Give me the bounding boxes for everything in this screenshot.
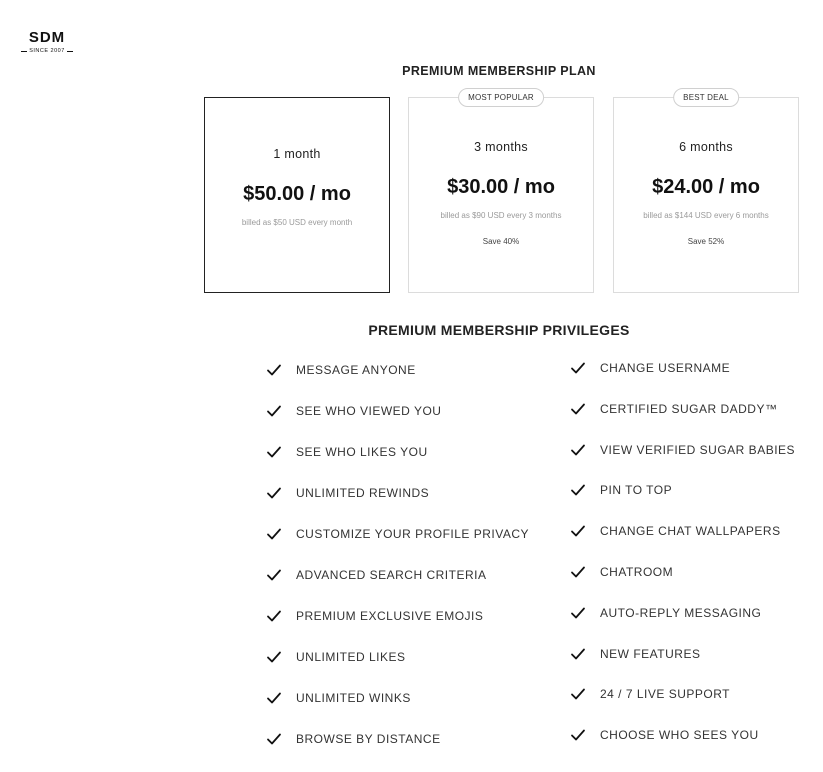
privilege-item xyxy=(266,443,428,461)
checkmark-icon xyxy=(570,360,600,376)
privilege-item xyxy=(570,685,730,703)
logo-tagline-row xyxy=(18,48,76,54)
plan-billed: billed as $144 USD every 6 months xyxy=(643,211,769,220)
privilege-label: UNLIMITED WINKS xyxy=(296,691,411,705)
privilege-label: SEE WHO VIEWED YOU xyxy=(296,404,442,418)
privilege-label: PIN TO TOP xyxy=(600,483,673,498)
checkmark-icon xyxy=(570,482,600,498)
privilege-item xyxy=(570,359,730,377)
plan-card-1-month[interactable] xyxy=(204,97,390,293)
privilege-item xyxy=(570,726,759,744)
plan-duration: 6 months xyxy=(679,140,733,154)
privilege-item xyxy=(266,484,429,502)
checkmark-icon xyxy=(570,401,600,417)
privilege-item xyxy=(266,566,486,584)
privilege-label: PREMIUM EXCLUSIVE EMOJIS xyxy=(296,609,484,623)
privilege-item xyxy=(570,522,781,540)
checkmark-icon xyxy=(266,649,296,665)
plan-save: Save 52% xyxy=(687,237,725,246)
privilege-label: CHATROOM xyxy=(600,565,674,579)
best-deal-badge: BEST DEAL xyxy=(673,88,739,107)
privilege-label: 24 / 7 LIVE SUPPORT xyxy=(600,687,730,702)
privilege-label: AUTO-REPLY MESSAGING xyxy=(600,605,762,620)
plan-billed: billed as $90 USD every 3 months xyxy=(440,211,562,220)
privilege-label: CHOOSE WHO SEES YOU xyxy=(600,728,759,743)
checkmark-icon xyxy=(266,444,296,460)
checkmark-icon xyxy=(570,442,600,458)
privilege-item xyxy=(266,361,416,379)
checkmark-icon xyxy=(570,727,600,743)
logo-divider xyxy=(67,51,73,52)
privilege-label: CHANGE CHAT WALLPAPERS xyxy=(600,524,781,539)
privilege-item xyxy=(266,648,406,666)
privilege-label: SEE WHO LIKES YOU xyxy=(296,445,428,459)
privilege-label: UNLIMITED LIKES xyxy=(296,650,406,664)
plan-save: Save 40% xyxy=(482,237,520,246)
plan-card-3-months[interactable] xyxy=(408,93,594,293)
plan-card-6-months[interactable] xyxy=(613,93,799,293)
checkmark-icon xyxy=(266,608,296,624)
privilege-item xyxy=(266,607,483,625)
checkmark-icon xyxy=(570,564,600,580)
logo-text: SDM xyxy=(28,29,66,46)
privilege-label: ADVANCED SEARCH CRITERIA xyxy=(296,568,487,582)
privilege-item xyxy=(570,604,761,622)
plan-billed: billed as $50 USD every month xyxy=(241,218,353,227)
privilege-label: BROWSE BY DISTANCE xyxy=(296,732,441,746)
plan-duration: 3 months xyxy=(474,140,528,154)
checkmark-icon xyxy=(266,485,296,501)
checkmark-icon xyxy=(266,690,296,706)
privilege-label: NEW FEATURES xyxy=(600,646,701,661)
privilege-item xyxy=(570,481,672,499)
plan-duration: 1 month xyxy=(273,147,321,161)
privileges-heading: PREMIUM MEMBERSHIP PRIVILEGES xyxy=(368,322,630,338)
privilege-label: CHANGE USERNAME xyxy=(600,361,731,375)
checkmark-icon xyxy=(570,686,600,702)
privilege-label: UNLIMITED REWINDS xyxy=(296,486,430,500)
checkmark-icon xyxy=(570,605,600,621)
checkmark-icon xyxy=(266,731,296,747)
privilege-item xyxy=(266,525,529,543)
privilege-item xyxy=(570,400,777,418)
privilege-label: VIEW VERIFIED SUGAR BABIES xyxy=(600,442,796,457)
privilege-label: CUSTOMIZE YOUR PROFILE PRIVACY xyxy=(296,527,530,541)
logo-divider xyxy=(21,51,27,52)
privilege-item xyxy=(266,689,411,707)
privilege-label: MESSAGE ANYONE xyxy=(296,363,416,377)
logo-tagline: SINCE 2007 xyxy=(29,48,65,54)
plan-heading: PREMIUM MEMBERSHIP PLAN xyxy=(402,64,596,78)
privilege-item xyxy=(570,563,673,581)
logo[interactable] xyxy=(18,30,76,54)
most-popular-badge: MOST POPULAR xyxy=(458,88,544,107)
privilege-item xyxy=(570,645,700,663)
plan-price: $24.00 / mo xyxy=(652,176,760,198)
checkmark-icon xyxy=(266,362,296,378)
privilege-label: CERTIFIED SUGAR DADDY™ xyxy=(600,401,778,416)
privilege-item xyxy=(570,441,795,459)
checkmark-icon xyxy=(570,646,600,662)
plan-price: $50.00 / mo xyxy=(243,183,351,205)
checkmark-icon xyxy=(266,567,296,583)
checkmark-icon xyxy=(266,526,296,542)
plan-price: $30.00 / mo xyxy=(447,176,555,198)
checkmark-icon xyxy=(266,403,296,419)
privilege-item xyxy=(266,730,441,748)
checkmark-icon xyxy=(570,523,600,539)
privilege-item xyxy=(266,402,441,420)
